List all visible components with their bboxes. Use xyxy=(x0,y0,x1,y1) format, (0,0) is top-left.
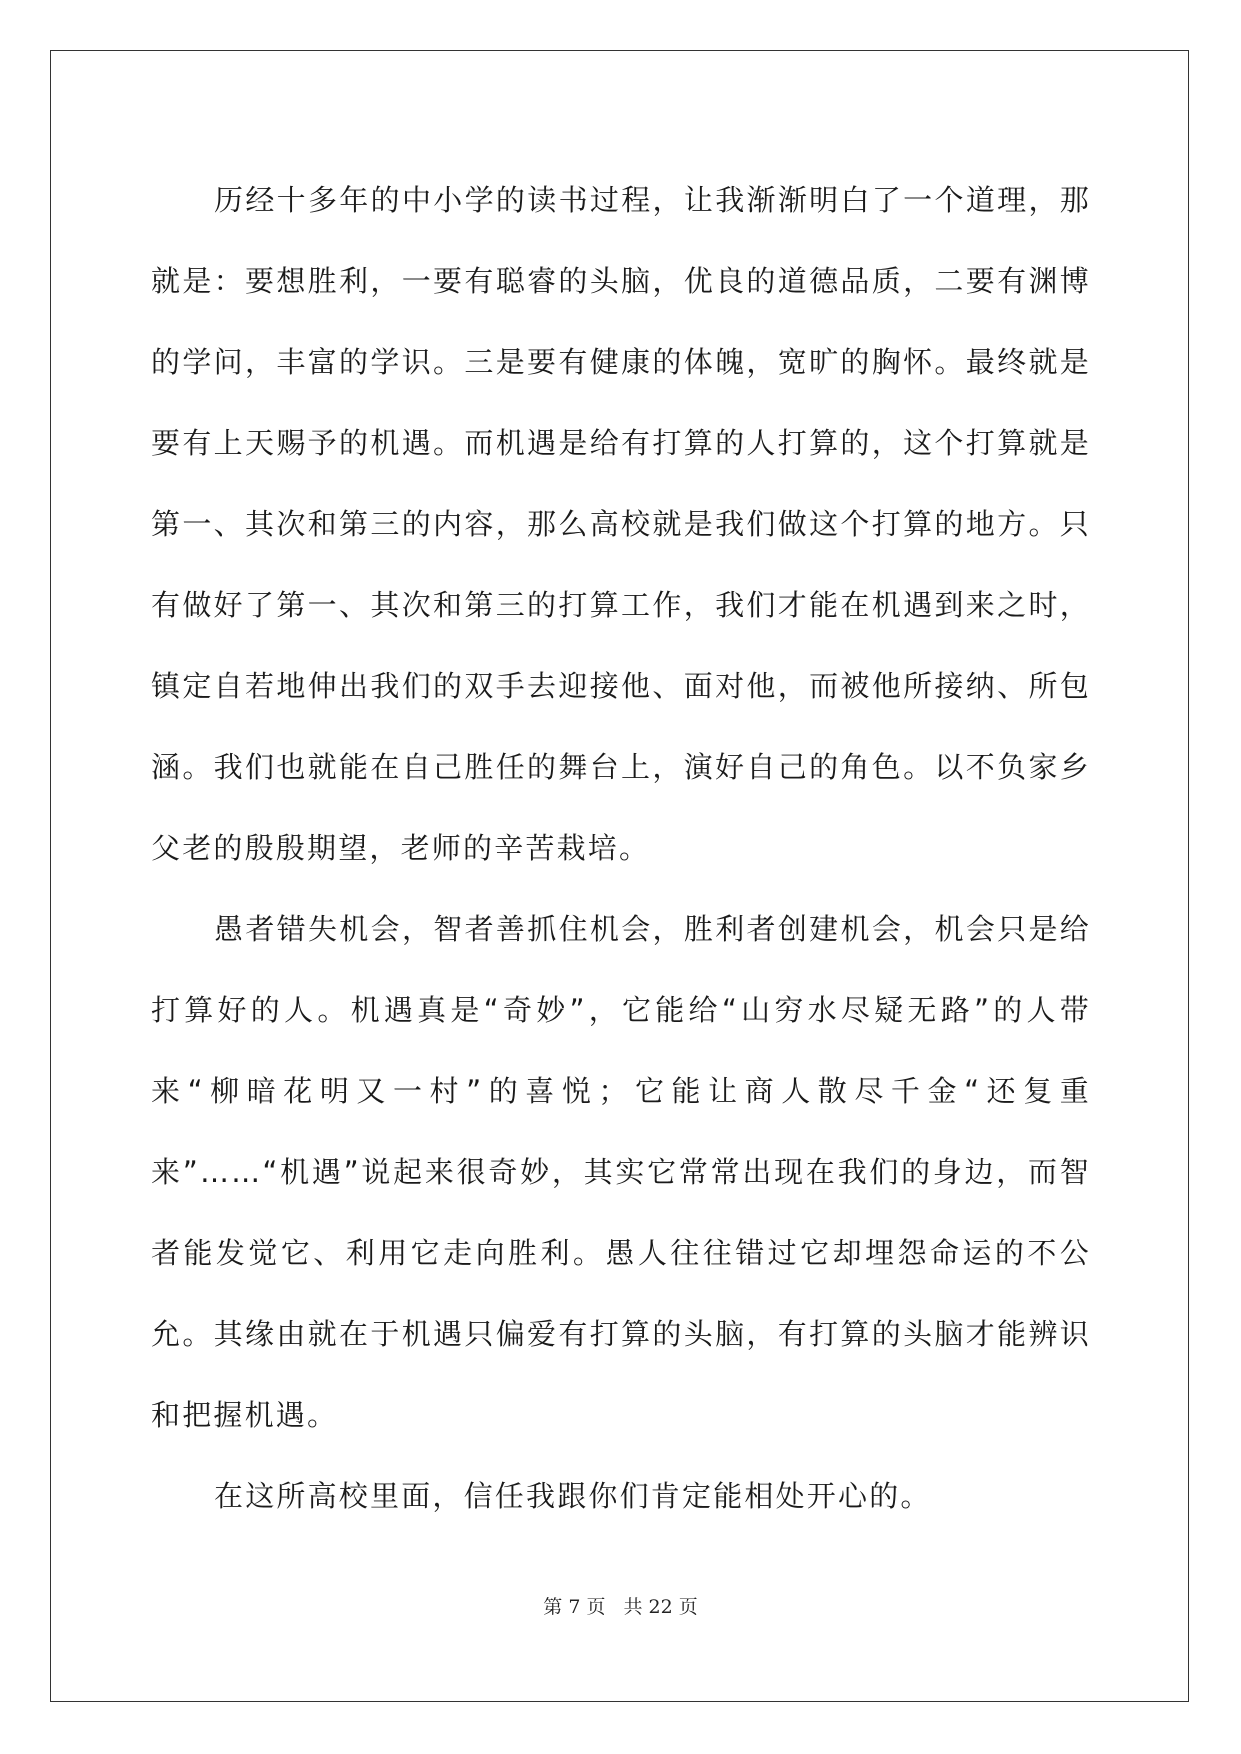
page-number: 第 7 页 xyxy=(543,1596,606,1618)
page-total: 共 22 页 xyxy=(623,1596,698,1618)
page-footer xyxy=(0,1592,1241,1619)
paragraph-1: 历经十多年的中小学的读书过程，让我渐渐明白了一个道理，那就是：要想胜利，一要有聪睿的头脑，优良的道德品质，二要有渊博的学问，丰富的学识。三是要有健康的体魄，宽旷的胸怀。最终就是要有上天赐予的机遇。而机遇是给有打算的人打算的，这个打算就是第一、其次和第三的内容，那么高校就是我们做这个打算的地方。只有做好了第一、其次和第三的打算工作，我们才能在机遇到来之时，镇定自若地伸出我们的双手去迎接他、面对他，而被他所接纳、所包涵。我们也就能在自己胜任的舞台上，演好自己的角色。以不负家乡父老的殷殷期望，老师的辛苦栽培。 xyxy=(151,183,1091,865)
paragraph-2: 愚者错失机会，智者善抓住机会，胜利者创建机会，机会只是给打算好的人。机遇真是“奇妙”，它能给“山穷水尽疑无路”的人带来“柳暗花明又一村”的喜悦；它能让商人散尽千金“还复重来”……“机遇”说起来很奇妙，其实它常常出现在我们的身边，而智者能发觉它、利用它走向胜利。愚人往往错过它却埋怨命运的不公允。其缘由就在于机遇只偏爱有打算的头脑，有打算的头脑才能辨识和把握机遇。 xyxy=(151,912,1091,1432)
paragraph-3: 在这所高校里面，信任我跟你们肯定能相处开心的。 xyxy=(214,1479,932,1513)
document-body xyxy=(151,160,1091,1537)
